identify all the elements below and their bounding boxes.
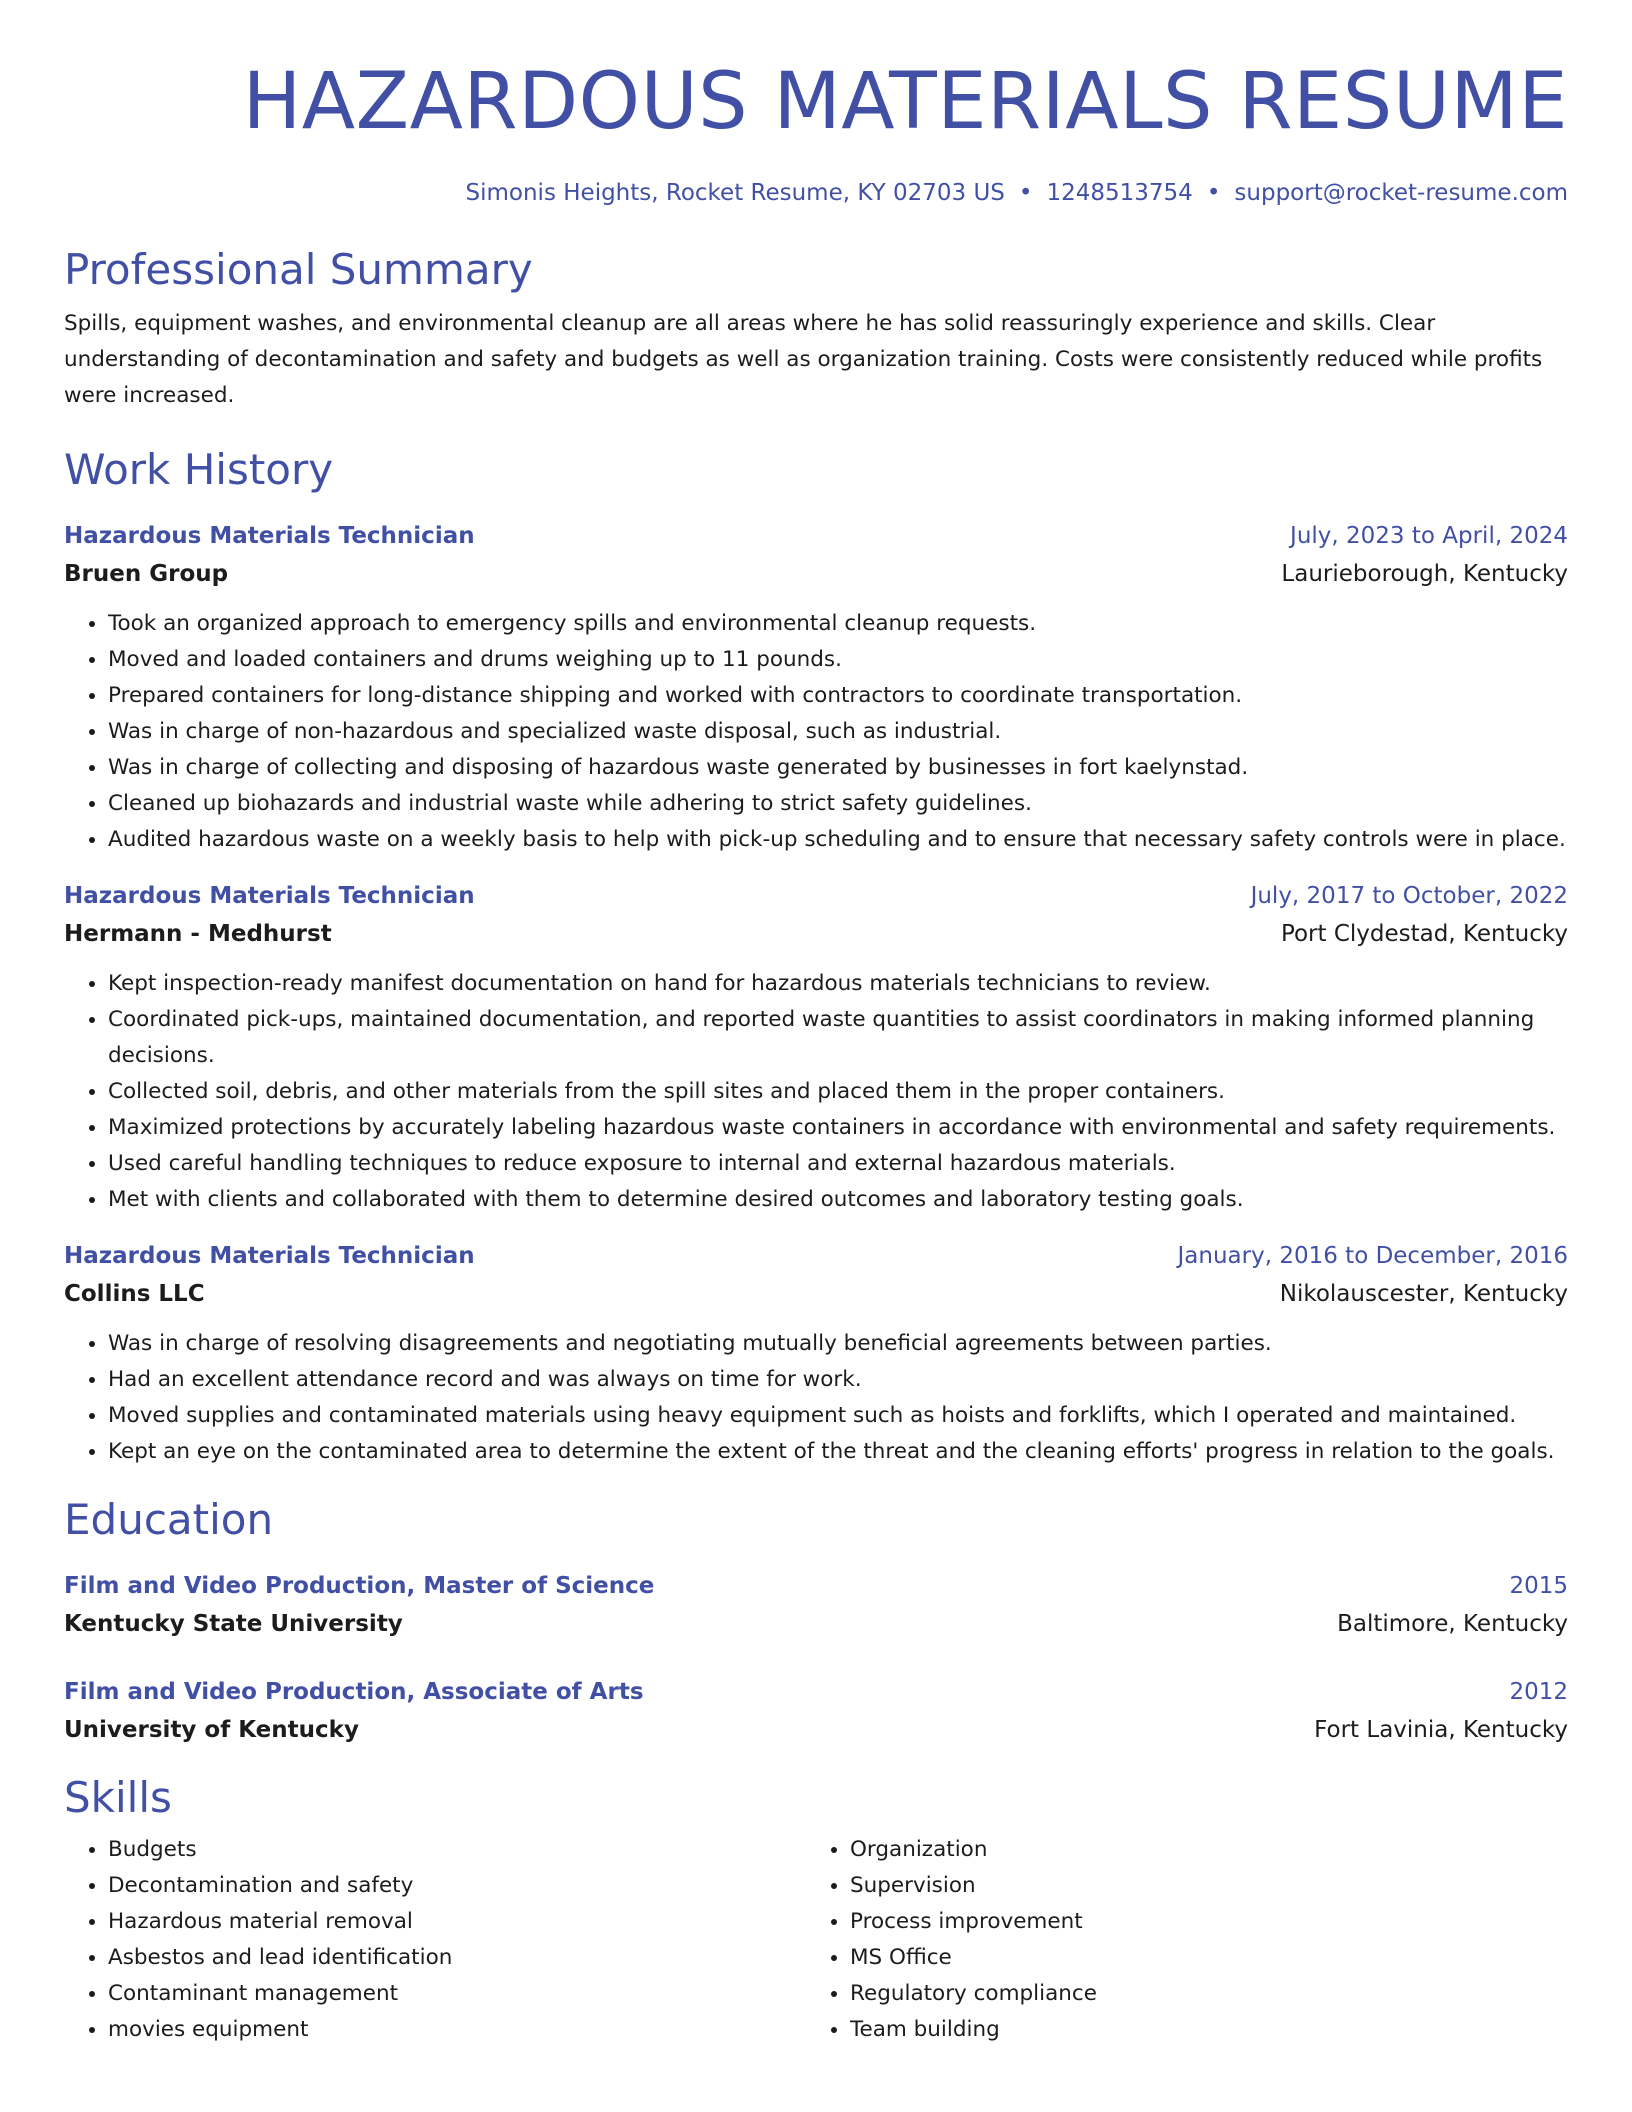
- school-name: Kentucky State University: [64, 1611, 403, 1637]
- education-degree: Film and Video Production, Master of Science: [64, 1573, 655, 1599]
- job-bullet: • Cleaned up biohazards and industrial waste while adhering to strict safety guidelines.: [108, 786, 1568, 822]
- contact-separator: •: [1018, 180, 1033, 206]
- job-dates: July, 2023 to April, 2024: [1290, 523, 1568, 549]
- education-entry: [64, 1568, 1568, 1644]
- company-name: Bruen Group: [64, 561, 229, 587]
- summary-heading: Professional Summary: [64, 245, 533, 294]
- skill-item: • Process improvement: [850, 1904, 1548, 1940]
- skills-column-left: [64, 1832, 806, 2048]
- education-degree: Film and Video Production, Associate of Arts: [64, 1679, 644, 1705]
- education-year: 2012: [1509, 1679, 1568, 1705]
- school-location: Baltimore, Kentucky: [1337, 1611, 1568, 1637]
- skills-column-right: [806, 1832, 1548, 2048]
- job-bullets: [64, 1326, 1568, 1470]
- job-location: Laurieborough, Kentucky: [1281, 561, 1568, 587]
- company-name: Collins LLC: [64, 1281, 205, 1307]
- contact-separator: •: [1206, 180, 1221, 206]
- resume-page: [64, 52, 1568, 2048]
- skill-item: • movies equipment: [108, 2012, 806, 2048]
- job-bullet: • Maximized protections by accurately labeling hazardous waste containers in accordance with environmental and safety requirements.: [108, 1110, 1568, 1146]
- skill-item: • MS Office: [850, 1940, 1548, 1976]
- skills-heading: Skills: [64, 1773, 172, 1822]
- education-heading: Education: [64, 1495, 274, 1544]
- job-title: Hazardous Materials Technician: [64, 523, 475, 549]
- job-location: Port Clydestad, Kentucky: [1280, 921, 1568, 947]
- school-location: Fort Lavinia, Kentucky: [1314, 1717, 1568, 1743]
- job-bullet: • Moved supplies and contaminated materials using heavy equipment such as hoists and forklifts, which I operated and maintained.: [108, 1398, 1568, 1434]
- job-entry: [64, 518, 1568, 858]
- job-bullet: • Collected soil, debris, and other materials from the spill sites and placed them in the proper containers.: [108, 1074, 1568, 1110]
- contact-info: [64, 176, 1568, 210]
- job-bullet: • Moved and loaded containers and drums weighing up to 11 pounds.: [108, 642, 1568, 678]
- job-bullet: • Used careful handling techniques to reduce exposure to internal and external hazardous materials.: [108, 1146, 1568, 1182]
- job-entry: [64, 878, 1568, 1218]
- job-location: Nikolauscester, Kentucky: [1279, 1281, 1568, 1307]
- school-name: University of Kentucky: [64, 1717, 359, 1743]
- skill-item: • Regulatory compliance: [850, 1976, 1548, 2012]
- job-bullet: • Was in charge of resolving disagreements and negotiating mutually beneficial agreements between parties.: [108, 1326, 1568, 1362]
- job-bullet: • Audited hazardous waste on a weekly basis to help with pick-up scheduling and to ensure that necessary safety controls were in place.: [108, 822, 1568, 858]
- job-bullet: • Coordinated pick-ups, maintained documentation, and reported waste quantities to assist coordinators in making informed planning decisions.: [108, 1002, 1568, 1074]
- contact-email: support@rocket-resume.com: [1234, 180, 1568, 206]
- education-year: 2015: [1509, 1573, 1568, 1599]
- contact-address: Simonis Heights, Rocket Resume, KY 02703 US: [465, 180, 1005, 206]
- job-bullet: • Was in charge of non-hazardous and specialized waste disposal, such as industrial.: [108, 714, 1568, 750]
- education-entry: [64, 1674, 1568, 1750]
- job-dates: January, 2016 to December, 2016: [1177, 1243, 1568, 1269]
- skills-list: [64, 1832, 1568, 2048]
- skill-item: • Budgets: [108, 1832, 806, 1868]
- skill-item: • Contaminant management: [108, 1976, 806, 2012]
- job-bullet: • Prepared containers for long-distance shipping and worked with contractors to coordinate transportation.: [108, 678, 1568, 714]
- job-bullet: • Kept inspection-ready manifest documentation on hand for hazardous materials technicians to review.: [108, 966, 1568, 1002]
- job-bullet: • Kept an eye on the contaminated area to determine the extent of the threat and the cleaning efforts' progress in relation to the goals.: [108, 1434, 1568, 1470]
- job-title: Hazardous Materials Technician: [64, 883, 475, 909]
- work-history-heading: Work History: [64, 445, 334, 494]
- job-title: Hazardous Materials Technician: [64, 1243, 475, 1269]
- job-bullet: • Met with clients and collaborated with them to determine desired outcomes and laboratory testing goals.: [108, 1182, 1568, 1218]
- skill-item: • Supervision: [850, 1868, 1548, 1904]
- job-entry: [64, 1238, 1568, 1470]
- resume-title: HAZARDOUS MATERIALS RESUME: [242, 57, 1568, 147]
- skill-item: • Organization: [850, 1832, 1548, 1868]
- job-bullet: • Had an excellent attendance record and was always on time for work.: [108, 1362, 1568, 1398]
- skill-item: • Decontamination and safety: [108, 1868, 806, 1904]
- job-dates: July, 2017 to October, 2022: [1250, 883, 1568, 909]
- skill-item: • Hazardous material removal: [108, 1904, 806, 1940]
- job-bullet: • Took an organized approach to emergency spills and environmental cleanup requests.: [108, 606, 1568, 642]
- skill-item: • Asbestos and lead identification: [108, 1940, 806, 1976]
- contact-phone: 1248513754: [1046, 180, 1193, 206]
- job-bullet: • Was in charge of collecting and disposing of hazardous waste generated by businesses in fort kaelynstad.: [108, 750, 1568, 786]
- summary-text: Spills, equipment washes, and environmental cleanup are all areas where he has solid reassuringly experience and skills. Clear understanding of decontamination and safety and budgets as well as organization training. Costs were consistently reduced while profits were increased.: [64, 311, 1543, 408]
- job-bullets: [64, 966, 1568, 1218]
- company-name: Hermann - Medhurst: [64, 921, 332, 947]
- job-bullets: [64, 606, 1568, 858]
- skill-item: • Team building: [850, 2012, 1548, 2048]
